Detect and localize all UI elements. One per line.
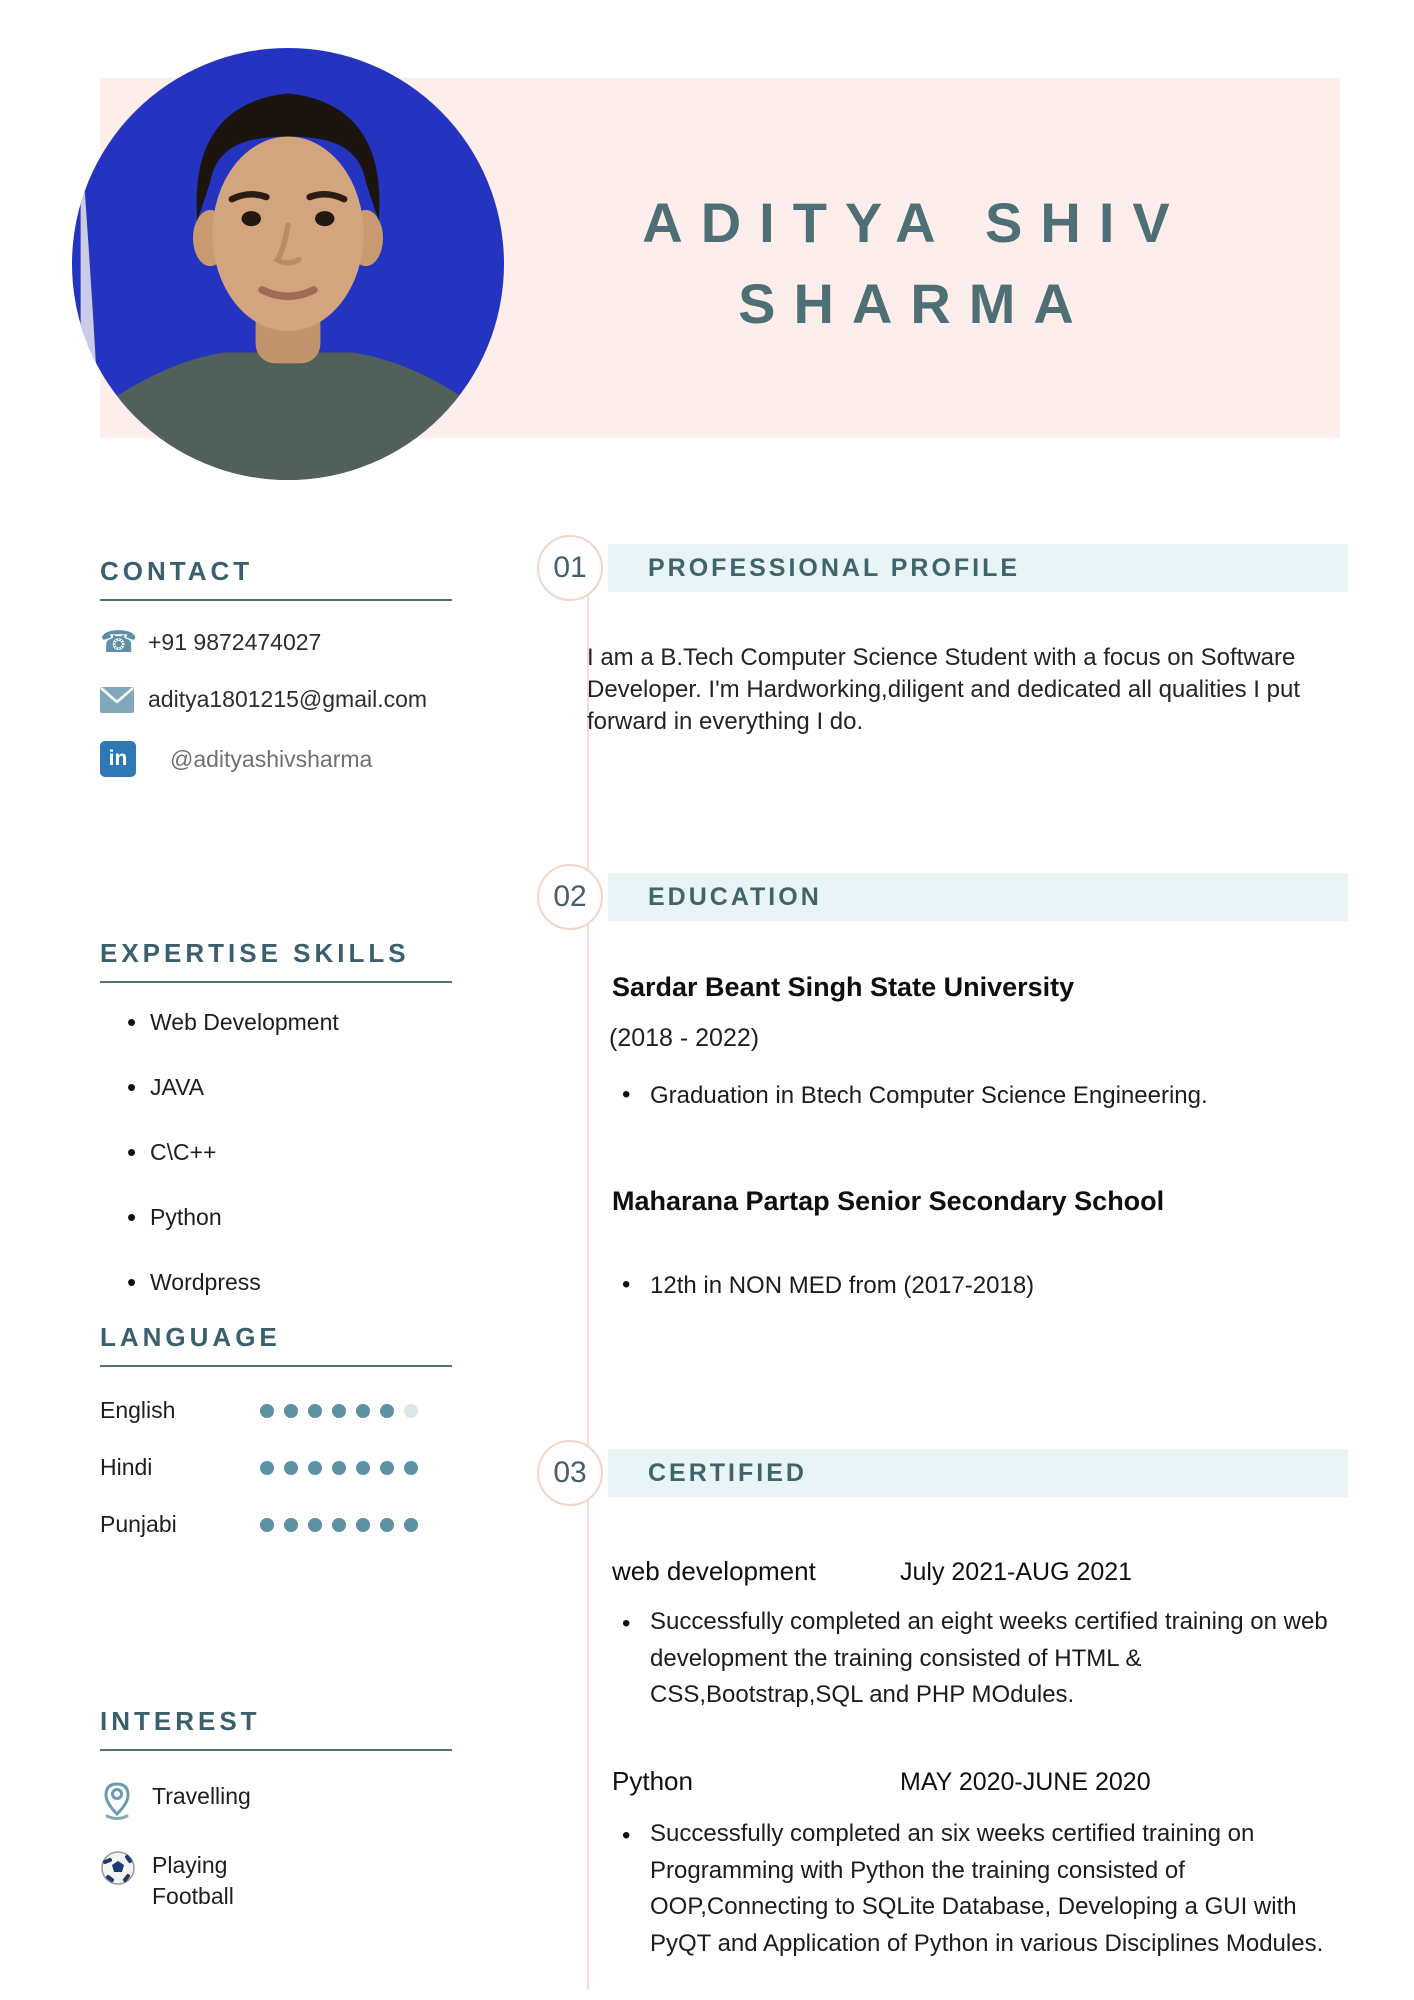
level-dot	[380, 1404, 394, 1418]
skills-list	[100, 1009, 452, 1296]
section-number-badge: 02	[537, 864, 603, 930]
timeline-line	[587, 570, 589, 1990]
language-level-dots	[260, 1404, 418, 1418]
skill-item: • Web Development	[100, 1009, 452, 1036]
level-dot	[308, 1518, 322, 1532]
interest-row	[100, 1850, 452, 1912]
contact-heading: CONTACT	[100, 556, 452, 601]
language-level-dots	[260, 1461, 418, 1475]
section-title-professional-profile: PROFESSIONAL PROFILE	[608, 544, 1348, 592]
level-dot	[260, 1461, 274, 1475]
level-dot	[332, 1404, 346, 1418]
language-heading: LANGUAGE	[100, 1322, 452, 1367]
section-number-badge: 01	[537, 535, 603, 601]
certification-title: web development	[612, 1556, 816, 1586]
education-years: (2018 - 2022)	[609, 1024, 760, 1052]
interest-heading: INTEREST	[100, 1706, 452, 1751]
level-dot	[332, 1518, 346, 1532]
language-section	[100, 1322, 452, 1538]
education-detail: • Graduation in Btech Computer Science Engineering.	[622, 1082, 1208, 1110]
level-dot	[308, 1461, 322, 1475]
education-school: Maharana Partap Senior Secondary School	[612, 1186, 1165, 1216]
phone-row	[100, 625, 452, 660]
interest-label: Playing Football	[152, 1852, 234, 1910]
education-school: Sardar Beant Singh State University	[612, 972, 1075, 1002]
skill-item: • Python	[100, 1204, 452, 1231]
level-dot	[284, 1461, 298, 1475]
skill-item: • Wordpress	[100, 1269, 452, 1296]
name-line-2: SHARMA	[738, 272, 1092, 336]
certification-detail: • Successfully completed an eight weeks certified training on web development the training consisted of HTML & CSS,Bootstrap,SQL and PHP MOdules.	[622, 1604, 1340, 1714]
skills-heading: EXPERTISE SKILLS	[100, 938, 452, 983]
level-dot	[284, 1404, 298, 1418]
interest-section	[100, 1706, 452, 1912]
page-title	[500, 182, 1330, 344]
level-dot	[380, 1461, 394, 1475]
profile-summary: I am a B.Tech Computer Science Student with a focus on Software Developer. I'm Hardworking,diligent and dedicated all qualities I put forward in everything I do.	[587, 644, 1300, 736]
level-dot	[380, 1518, 394, 1532]
profile-photo	[72, 48, 504, 480]
skill-item: • C\C++	[100, 1139, 452, 1166]
language-label: Punjabi	[100, 1511, 177, 1537]
level-dot	[284, 1518, 298, 1532]
level-dot	[404, 1518, 418, 1532]
certification-detail: • Successfully completed an six weeks certified training on Programming with Python the training consisted of OOP,Connecting to SQLite Database, Developing a GUI with PyQT and Application of Python in various Disciplines Modules.	[622, 1816, 1340, 1963]
section-number-badge: 03	[537, 1440, 603, 1506]
level-dot	[260, 1518, 274, 1532]
level-dot	[260, 1404, 274, 1418]
linkedin-icon: in	[100, 741, 148, 777]
level-dot	[332, 1461, 346, 1475]
email-row	[100, 686, 452, 713]
linkedin-row	[100, 741, 452, 777]
level-dot	[356, 1404, 370, 1418]
section-title-certified: CERTIFIED	[608, 1449, 1348, 1497]
phone-number: +91 9872474027	[148, 629, 322, 655]
section-title-education: EDUCATION	[608, 873, 1348, 921]
level-dot	[404, 1404, 418, 1418]
email-address: aditya1801215@gmail.com	[148, 686, 428, 712]
language-row	[100, 1397, 452, 1424]
language-label: English	[100, 1397, 176, 1423]
skills-section	[100, 938, 452, 1334]
mail-icon	[100, 687, 148, 713]
level-dot	[308, 1404, 322, 1418]
language-row	[100, 1511, 452, 1538]
level-dot	[404, 1461, 418, 1475]
phone-icon: ☎	[100, 626, 138, 659]
location-pin-icon	[100, 1781, 152, 1826]
skill-item: • JAVA	[100, 1074, 452, 1101]
linkedin-handle: @adityashivsharma	[170, 745, 373, 772]
language-row	[100, 1454, 452, 1481]
name-line-1: ADITYA SHIV	[642, 191, 1188, 254]
level-dot	[356, 1518, 370, 1532]
portrait-illustration	[72, 48, 504, 480]
certification-date: MAY 2020-JUNE 2020	[900, 1768, 1151, 1796]
education-detail: • 12th in NON MED from (2017-2018)	[622, 1272, 1034, 1300]
language-label: Hindi	[100, 1454, 153, 1480]
interest-label: Travelling	[152, 1783, 251, 1809]
certification-date: July 2021-AUG 2021	[900, 1558, 1133, 1586]
certification-title: Python	[612, 1766, 693, 1796]
contact-section	[100, 556, 452, 777]
level-dot	[356, 1461, 370, 1475]
language-level-dots	[260, 1518, 418, 1532]
football-icon	[100, 1850, 152, 1891]
interest-row	[100, 1781, 452, 1826]
